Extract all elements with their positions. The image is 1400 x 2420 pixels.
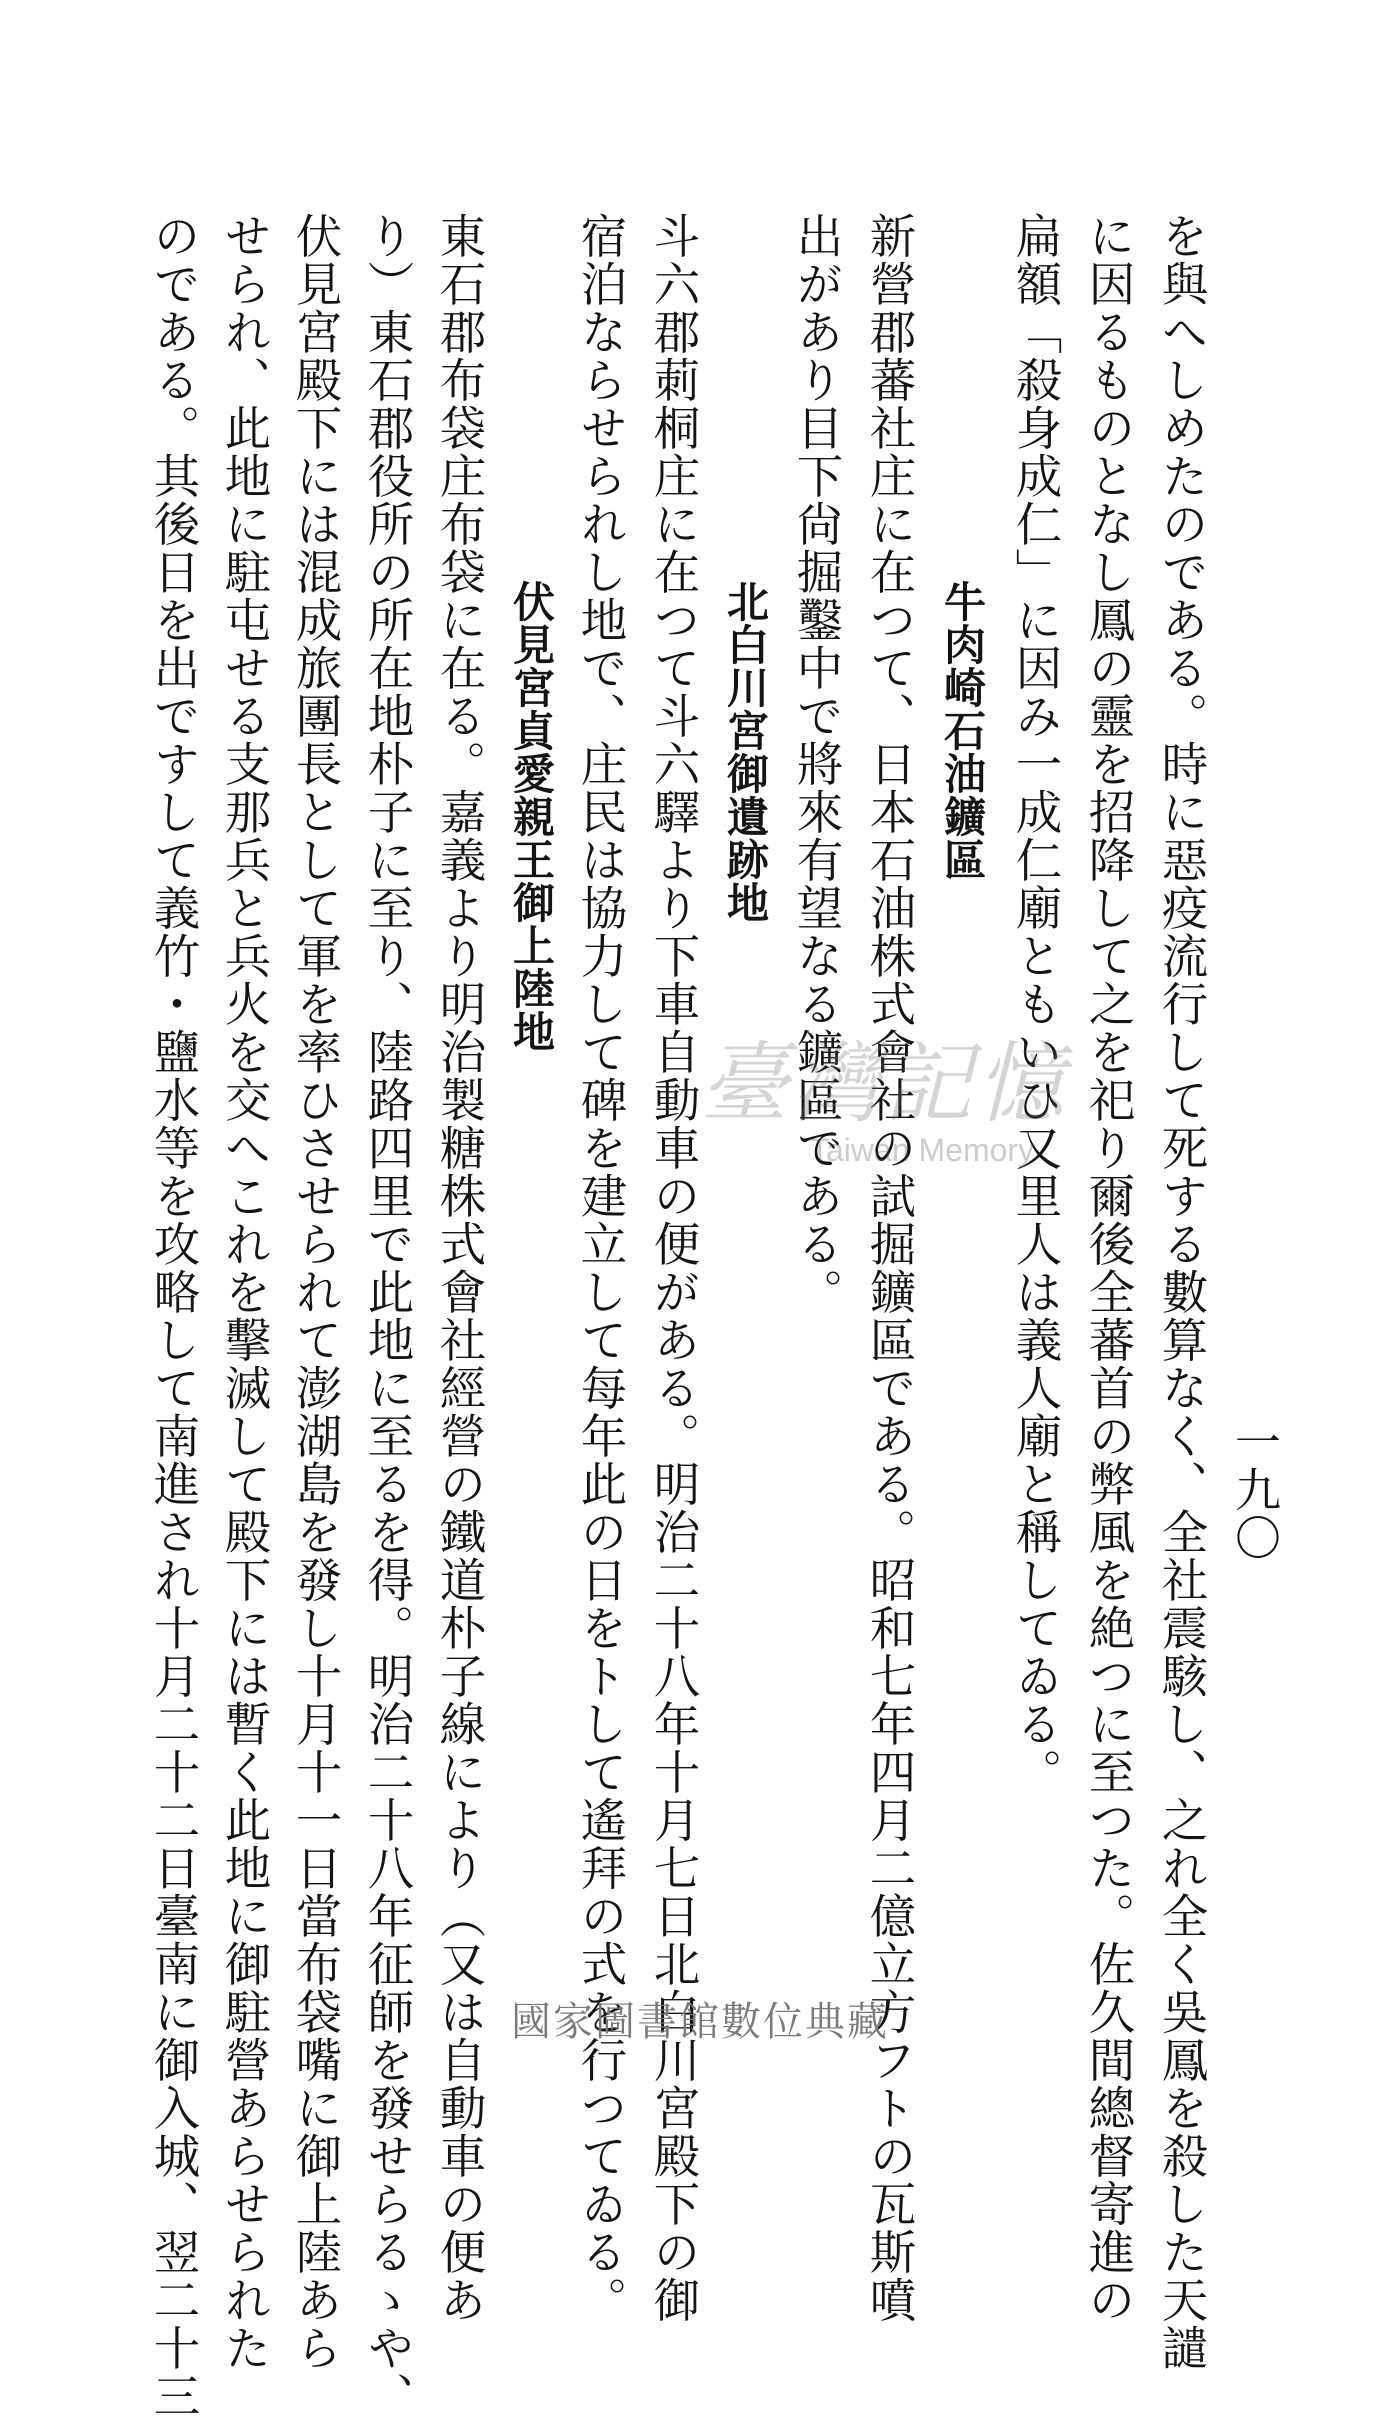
section-heading: 北白川宮御遺跡地 [721,580,770,924]
text-column: に因るものとなし鳳の靈を招降して之を祀り爾後全蕃首の弊風を絶つに至つた。佐久間總督寄進の [1081,212,1136,2324]
section-heading: 牛肉崎石油鑛區 [938,580,987,881]
text-column: 東石郡布袋庄布袋に在る。嘉義より明治製糖株式會社經營の鐵道朴子線により（又は自動車の便あ [432,212,487,2324]
text-column: 扁額「殺身成仁」に因み一成仁廟ともいひ又里人は義人廟と稱してゐる。 [1008,212,1063,1796]
text-column: を與へしめたのである。時に惡疫流行して死する數算なく、全社震駭し、之れ全く吳鳳を殺した天譴 [1154,212,1209,2372]
watermark-logo [700,1032,1140,1190]
text-column: 宿泊ならせられし地で、庄民は協力して碑を建立して每年此の日をトして遙拜の式を行つてゐる。 [573,212,628,2324]
text-column: 斗六郡莿桐庄に在つて斗六驛より下車自動車の便がある。明治二十八年十月七日北白川宮殿下の御 [646,212,701,2324]
watermark-subtitle: Taiwan Memory [810,1132,1035,1168]
page-number: 一九〇 [1228,1418,1282,1562]
text-column: 出があり目下尙掘鑿中で將來有望なる鑛區である。 [789,212,844,1316]
text-column: り）東石郡役所の所在地朴子に至り、陸路四里で此地に至るを得。明治二十八年征師を發せらるゝや、 [360,212,415,2420]
section-heading: 伏見宮貞愛親王御上陸地 [507,580,556,1053]
text-column: 伏見宮殿下には混成旅團長として軍を率ひさせられて澎湖島を發し十月十一日當布袋嘴に御上陸あら [288,212,343,2372]
watermark-title: 臺灣記憶 [700,1032,1069,1135]
page-footer: 國家圖書館數位典藏 [511,1999,889,2045]
text-column: 新營郡蕃社庄に在つて、日本石油株式會社の試掘鑛區である。昭和七年四月二億立方フトの瓦斯噴 [862,212,917,2324]
text-column: のである。其後日を出ですして義竹・鹽水等を攻略して南進され十月二十二日臺南に御入城、翌二十三 [146,212,201,2420]
text-column: せられ、此地に駐屯せる支那兵と兵火を交へこれを擊滅して殿下には暫く此地に御駐營あらせられた [217,212,272,2372]
